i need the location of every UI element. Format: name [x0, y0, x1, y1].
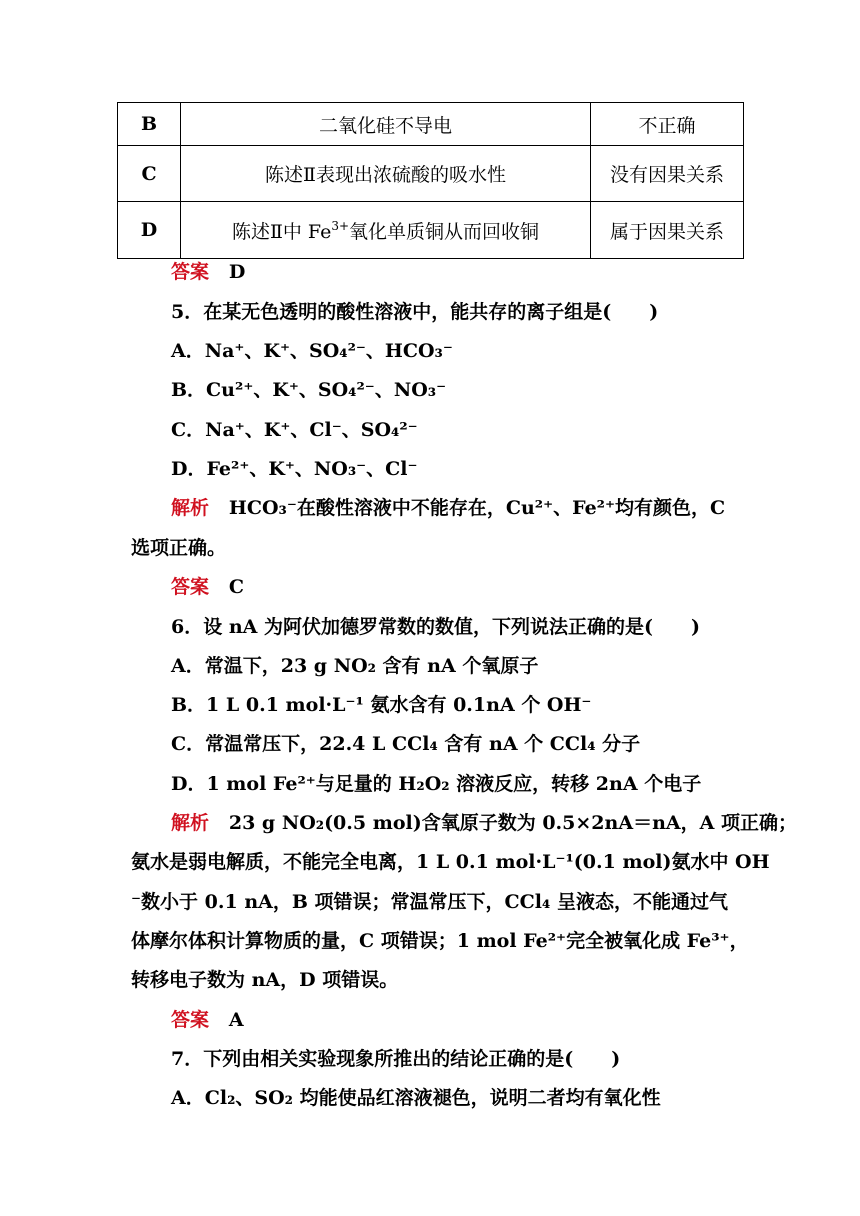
statement-sup: 3+	[331, 218, 350, 233]
q5-option-c: C．Na⁺、K⁺、Cl⁻、SO₄²⁻	[171, 419, 418, 441]
row-statement: 二氧化硅不导电	[181, 103, 591, 146]
answer-label: 答案	[171, 576, 210, 598]
table-row	[118, 202, 744, 259]
q6-answer	[171, 1006, 244, 1034]
analysis-text: HCO₃⁻在酸性溶液中不能存在，Cu²⁺、Fe²⁺均有颜色，C	[228, 497, 726, 519]
analysis-label: 解析	[171, 812, 210, 834]
statement-post: 氧化单质铜从而回收铜	[349, 220, 540, 243]
table-row	[118, 146, 744, 202]
row-statement	[181, 202, 591, 259]
q5-option-a: A．Na⁺、K⁺、SO₄²⁻、HCO₃⁻	[171, 340, 453, 362]
q5-analysis-line-1	[171, 494, 725, 522]
row-key: B	[118, 103, 181, 146]
answer-label: 答案	[171, 261, 210, 283]
row-result: 不正确	[591, 103, 744, 146]
q6-analysis-line-4: 体摩尔体积计算物质的量，C 项错误；1 mol Fe²⁺完全被氧化成 Fe³⁺，	[131, 930, 749, 952]
q6-stem: 6．设 nA 为阿伏加德罗常数的数值，下列说法正确的是( )	[171, 616, 700, 638]
q5-analysis-line-2: 选项正确。	[131, 537, 227, 559]
q6-analysis-line-2: 氨水是弱电解质，不能完全电离，1 L 0.1 mol·L⁻¹(0.1 mol)氨水中 OH	[131, 851, 770, 873]
row-result: 没有因果关系	[591, 146, 744, 202]
q7-stem: 7．下列由相关实验现象所推出的结论正确的是( )	[171, 1048, 621, 1070]
statement-pre: 陈述Ⅱ中 Fe	[231, 220, 332, 243]
answer-label: 答案	[171, 1009, 210, 1031]
q5-option-b: B．Cu²⁺、K⁺、SO₄²⁻、NO₃⁻	[171, 379, 447, 401]
analysis-text: 23 g NO₂(0.5 mol)含氧原子数为 0.5×2nA＝nA，A 项正确；	[228, 812, 797, 834]
q5-option-d: D．Fe²⁺、K⁺、NO₃⁻、Cl⁻	[171, 458, 418, 480]
q6-analysis-line-3: ⁻数小于 0.1 nA，B 项错误；常温常压下，CCl₄ 呈液态，不能通过气	[131, 891, 728, 913]
q7-option-a: A．Cl₂、SO₂ 均能使品红溶液褪色，说明二者均有氧化性	[171, 1087, 661, 1109]
q6-option-a: A．常温下，23 g NO₂ 含有 nA 个氧原子	[171, 655, 539, 677]
options-table	[117, 102, 744, 259]
row-statement: 陈述Ⅱ表现出浓硫酸的吸水性	[181, 146, 591, 202]
answer-value: D	[228, 261, 246, 283]
q6-option-c: C．常温常压下，22.4 L CCl₄ 含有 nA 个 CCl₄ 分子	[171, 733, 641, 755]
q6-option-b: B．1 L 0.1 mol·L⁻¹ 氨水含有 0.1nA 个 OH⁻	[171, 694, 592, 716]
q6-analysis-line-5: 转移电子数为 nA，D 项错误。	[131, 969, 399, 991]
q6-analysis-line-1	[171, 809, 797, 837]
table-row	[118, 103, 744, 146]
q5-answer	[171, 573, 244, 601]
answer-value: C	[228, 576, 244, 598]
row-key: D	[118, 202, 181, 259]
row-result: 属于因果关系	[591, 202, 744, 259]
q4-answer	[171, 258, 245, 286]
q6-option-d: D．1 mol Fe²⁺与足量的 H₂O₂ 溶液反应，转移 2nA 个电子	[171, 773, 702, 795]
answer-value: A	[228, 1009, 244, 1031]
analysis-label: 解析	[171, 497, 210, 519]
row-key: C	[118, 146, 181, 202]
q5-stem: 5．在某无色透明的酸性溶液中，能共存的离子组是( )	[171, 301, 659, 323]
